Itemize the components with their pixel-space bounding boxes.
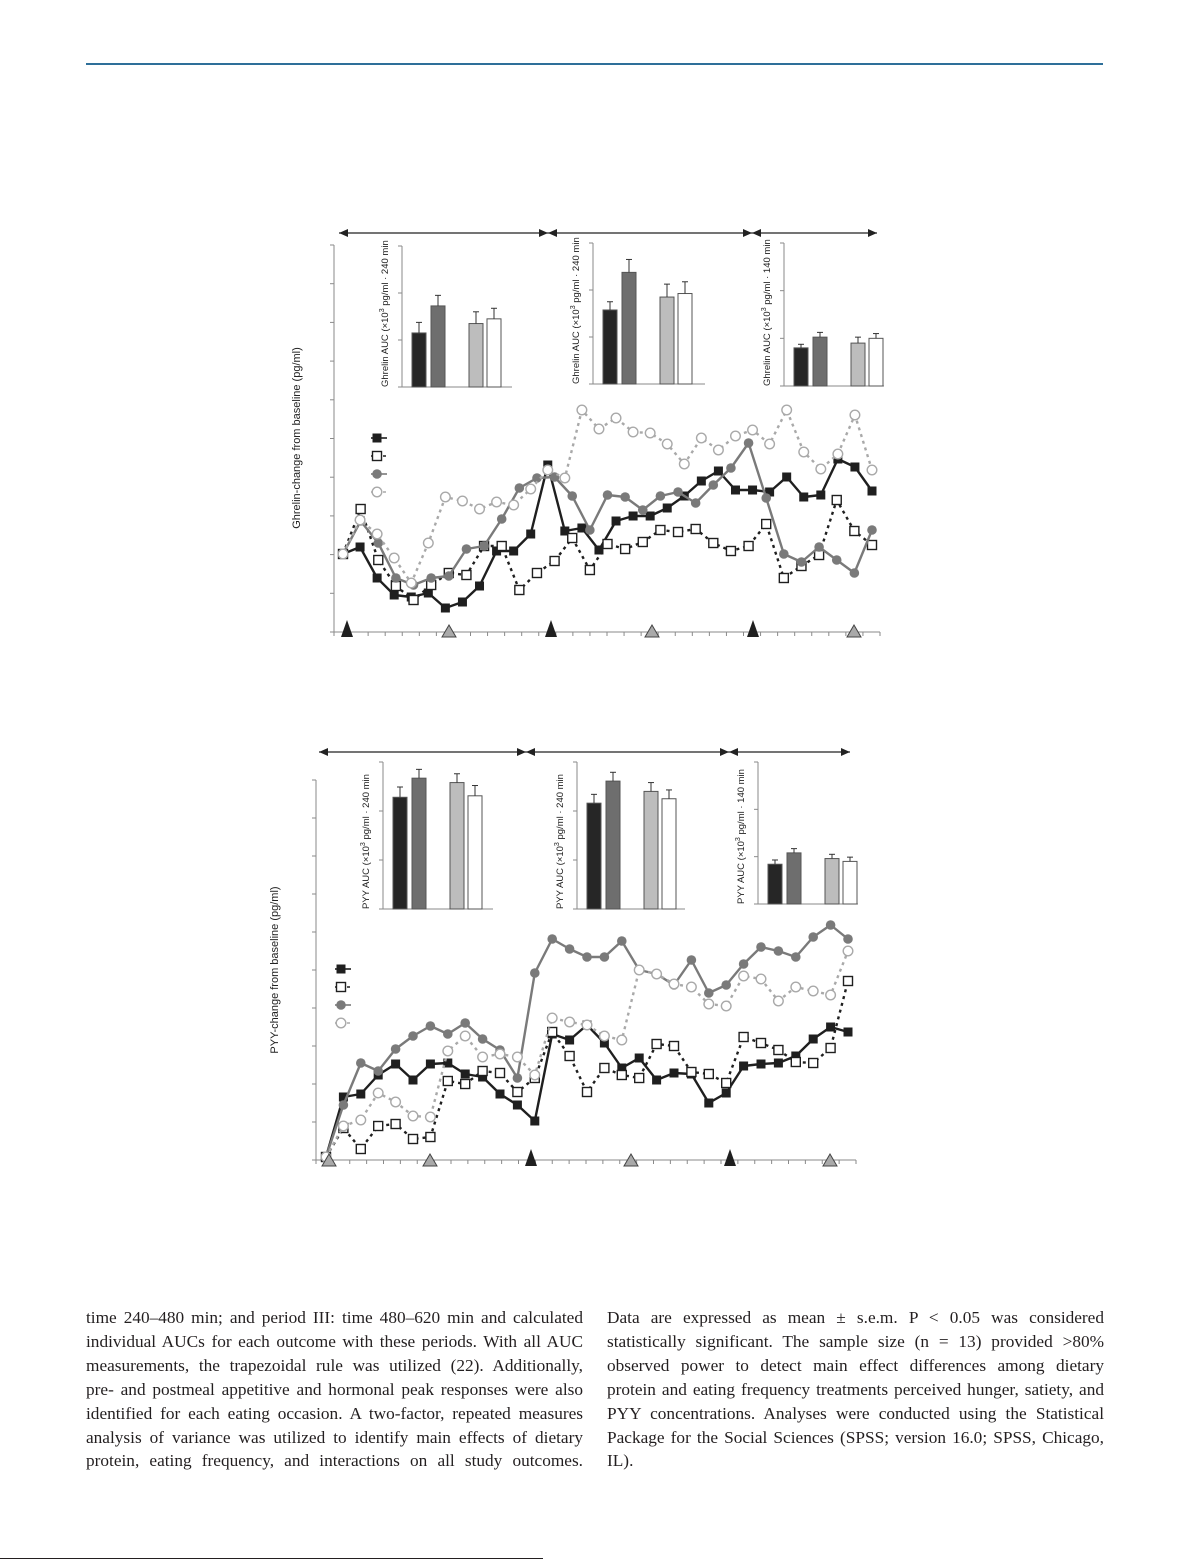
point-marker — [337, 965, 346, 974]
point-marker — [611, 413, 621, 423]
point-marker — [567, 491, 577, 501]
point-marker — [808, 986, 818, 996]
point-marker — [565, 944, 575, 954]
point-marker — [816, 491, 825, 500]
auc-bar — [606, 781, 620, 909]
point-marker — [461, 1080, 470, 1089]
pyy-auc-ylabel: PYY AUC ($\times 10^3$ pg/ml · 240 min — [360, 774, 372, 909]
point-marker — [603, 490, 613, 500]
point-marker — [765, 439, 775, 449]
point-marker — [443, 1029, 453, 1039]
period-arrow-head — [752, 229, 761, 237]
point-marker — [850, 410, 860, 420]
point-marker — [663, 504, 672, 513]
point-marker — [757, 1039, 766, 1048]
point-marker — [577, 524, 586, 533]
point-marker — [826, 990, 836, 1000]
point-marker — [478, 1034, 488, 1044]
point-marker — [373, 452, 382, 461]
point-marker — [844, 1028, 853, 1037]
point-marker — [577, 405, 587, 415]
point-marker — [744, 438, 754, 448]
point-marker — [704, 1099, 713, 1108]
text-column-left — [86, 1306, 583, 1473]
point-marker — [731, 431, 741, 441]
point-marker — [496, 1069, 505, 1078]
point-marker — [691, 498, 701, 508]
period-arrow-head — [841, 748, 850, 756]
point-marker — [495, 1049, 505, 1059]
auc-bar — [813, 337, 827, 386]
point-marker — [356, 505, 365, 514]
point-marker — [496, 1090, 505, 1099]
point-marker — [617, 936, 627, 946]
auc-bar — [787, 853, 801, 904]
point-marker — [826, 1023, 835, 1032]
text-line: observed power to detect main effect differences among dietary — [607, 1355, 1104, 1375]
point-marker — [731, 486, 740, 495]
text-line: PYY concentrations. Analyses were conducted using the Statistical — [607, 1403, 1104, 1423]
point-marker — [582, 952, 592, 962]
point-marker — [492, 497, 502, 507]
point-marker — [526, 530, 535, 539]
footer-rule — [0, 1558, 543, 1559]
point-marker — [809, 1059, 818, 1068]
point-marker — [462, 544, 472, 554]
point-marker — [621, 545, 630, 554]
point-marker — [652, 969, 662, 979]
auc-bar — [469, 324, 483, 387]
point-marker — [662, 439, 672, 449]
point-marker — [674, 528, 683, 537]
series-line — [343, 459, 872, 608]
point-marker — [565, 1052, 574, 1061]
period-arrow-head — [339, 229, 348, 237]
point-marker — [670, 1042, 679, 1051]
point-marker — [560, 473, 570, 483]
point-marker — [568, 534, 577, 543]
point-marker — [850, 527, 859, 536]
point-marker — [704, 1070, 713, 1079]
point-marker — [547, 934, 557, 944]
point-marker — [460, 1031, 470, 1041]
auc-bar — [768, 864, 782, 904]
point-marker — [826, 920, 836, 930]
point-marker — [704, 988, 714, 998]
point-marker — [748, 486, 757, 495]
point-marker — [391, 573, 401, 583]
point-marker — [714, 445, 724, 455]
series-line — [343, 500, 872, 600]
point-marker — [409, 1135, 418, 1144]
point-marker — [799, 447, 809, 457]
auc-bar — [851, 343, 865, 386]
point-marker — [634, 965, 644, 975]
point-marker — [687, 982, 697, 992]
point-marker — [697, 477, 706, 486]
point-marker — [475, 582, 484, 591]
auc-bar — [843, 861, 857, 904]
point-marker — [843, 946, 853, 956]
point-marker — [757, 1060, 766, 1069]
point-marker — [513, 1101, 522, 1110]
point-marker — [444, 571, 454, 581]
point-marker — [782, 473, 791, 482]
point-marker — [721, 1001, 731, 1011]
point-marker — [850, 568, 860, 578]
point-marker — [339, 1121, 349, 1131]
pyy-auc-ylabel: PYY AUC ($\times 10^3$ pg/ml · 140 min — [735, 769, 747, 904]
point-marker — [372, 469, 382, 479]
point-marker — [409, 596, 418, 605]
point-marker — [478, 1052, 488, 1062]
period-arrow-head — [720, 748, 729, 756]
point-marker — [509, 547, 518, 556]
point-marker — [426, 1021, 436, 1031]
point-marker — [460, 1018, 470, 1028]
point-marker — [739, 971, 749, 981]
point-marker — [443, 1077, 452, 1086]
point-marker — [779, 549, 789, 559]
point-marker — [714, 467, 723, 476]
point-marker — [791, 952, 801, 962]
point-marker — [774, 996, 784, 1006]
point-marker — [547, 1013, 557, 1023]
meal-marker-dark — [724, 1149, 736, 1166]
point-marker — [565, 1036, 574, 1045]
auc-bar — [622, 272, 636, 384]
point-marker — [652, 1040, 661, 1049]
point-marker — [530, 1117, 539, 1126]
auc-bar — [450, 783, 464, 909]
ghrelin-ylabel: Ghrelin-change from baseline (pg/ml) — [291, 347, 303, 529]
point-marker — [844, 977, 853, 986]
point-marker — [617, 1071, 626, 1080]
point-marker — [832, 555, 842, 565]
point-marker — [509, 500, 519, 510]
point-marker — [513, 1052, 523, 1062]
point-marker — [843, 934, 853, 944]
point-marker — [391, 1044, 401, 1054]
point-marker — [635, 1074, 644, 1083]
point-marker — [791, 982, 801, 992]
point-marker — [355, 515, 365, 525]
point-marker — [372, 529, 382, 539]
point-marker — [629, 512, 638, 521]
point-marker — [441, 604, 450, 613]
point-marker — [338, 549, 348, 559]
pyy-auc-ylabel: PYY AUC ($\times 10^3$ pg/ml · 240 min — [554, 774, 566, 909]
point-marker — [697, 433, 707, 443]
point-marker — [638, 505, 648, 515]
point-marker — [475, 504, 485, 514]
point-marker — [543, 465, 553, 475]
point-marker — [408, 1111, 418, 1121]
point-marker — [336, 1018, 346, 1028]
point-marker — [679, 459, 689, 469]
point-marker — [756, 974, 766, 984]
point-marker — [814, 542, 824, 552]
point-marker — [761, 493, 771, 503]
auc-bar — [869, 338, 883, 386]
point-marker — [645, 428, 655, 438]
auc-bar — [393, 797, 407, 909]
point-marker — [373, 1066, 383, 1076]
point-marker — [704, 999, 714, 1009]
point-marker — [673, 487, 683, 497]
period-arrow-head — [539, 229, 548, 237]
point-marker — [356, 1145, 365, 1154]
point-marker — [799, 493, 808, 502]
point-marker — [867, 465, 877, 475]
meal-marker-light — [847, 625, 861, 637]
point-marker — [600, 1031, 610, 1041]
point-marker — [868, 487, 877, 496]
point-marker — [739, 959, 749, 969]
series-line — [343, 443, 872, 585]
point-marker — [391, 1097, 401, 1107]
point-marker — [722, 1079, 731, 1088]
text-line: protein, eating frequency, and interactions on all study outcomes. — [86, 1451, 583, 1471]
point-marker — [389, 553, 399, 563]
meal-marker-light — [645, 625, 659, 637]
text-line: protein and eating frequency treatments perceived hunger, satiety, and — [607, 1379, 1104, 1399]
point-marker — [656, 491, 666, 501]
point-marker — [594, 424, 604, 434]
period-arrow-head — [319, 748, 328, 756]
point-marker — [868, 541, 877, 550]
point-marker — [833, 449, 843, 459]
text-line: analysis of variance was utilized to identify main effects of dietary — [86, 1427, 583, 1447]
point-marker — [815, 551, 824, 560]
auc-bar — [412, 333, 426, 387]
point-marker — [391, 582, 400, 591]
point-marker — [826, 1044, 835, 1053]
point-marker — [515, 483, 525, 493]
point-marker — [337, 983, 346, 992]
point-marker — [687, 955, 697, 965]
point-marker — [582, 1020, 592, 1030]
point-marker — [635, 1054, 644, 1063]
point-marker — [373, 574, 382, 583]
point-marker — [809, 1035, 818, 1044]
point-marker — [774, 946, 784, 956]
point-marker — [515, 586, 524, 595]
point-marker — [424, 538, 434, 548]
point-marker — [687, 1068, 696, 1077]
text-line: statistically significant. The sample size (n = 13) provided >80% — [607, 1331, 1104, 1351]
point-marker — [426, 1133, 435, 1142]
period-arrow-head — [526, 748, 535, 756]
auc-bar — [431, 306, 445, 387]
point-marker — [443, 1046, 453, 1056]
point-marker — [339, 1100, 349, 1110]
point-marker — [585, 566, 594, 575]
point-marker — [726, 547, 735, 556]
point-marker — [656, 526, 665, 535]
point-marker — [390, 591, 399, 600]
meal-marker-dark — [747, 620, 759, 637]
period-arrow-head — [517, 748, 526, 756]
point-marker — [458, 496, 468, 506]
point-marker — [721, 980, 731, 990]
point-marker — [638, 538, 647, 547]
point-marker — [628, 427, 638, 437]
ghrelin-auc-ylabel: Ghrelin AUC ($\times 10^3$ pg/ml · 240 min — [570, 237, 582, 384]
text-line: identified for each eating occasion. A two-factor, repeated measures — [86, 1403, 583, 1423]
point-marker — [722, 1089, 731, 1098]
point-marker — [748, 425, 758, 435]
series-line — [326, 981, 848, 1157]
text-column-right — [607, 1306, 1104, 1473]
auc-bar — [794, 348, 808, 386]
point-marker — [409, 1076, 418, 1085]
point-marker — [797, 557, 807, 567]
auc-bar — [587, 803, 601, 909]
point-marker — [441, 492, 451, 502]
auc-bar — [660, 297, 674, 384]
auc-bar — [825, 859, 839, 904]
point-marker — [458, 598, 467, 607]
point-marker — [774, 1046, 783, 1055]
point-marker — [762, 520, 771, 529]
point-marker — [565, 1017, 575, 1027]
auc-bar — [487, 319, 501, 387]
period-arrow-head — [743, 229, 752, 237]
point-marker — [832, 496, 841, 505]
point-marker — [585, 525, 595, 535]
auc-bar — [678, 294, 692, 384]
point-marker — [391, 1060, 400, 1069]
point-marker — [600, 1064, 609, 1073]
ghrelin-auc-ylabel: Ghrelin AUC ($\times 10^3$ pg/ml · 140 min — [761, 239, 773, 386]
point-marker — [603, 540, 612, 549]
point-marker — [462, 571, 471, 580]
point-marker — [739, 1033, 748, 1042]
point-marker — [513, 1088, 522, 1097]
ghrelin-auc-ylabel: Ghrelin AUC ($\times 10^3$ pg/ml · 240 min — [379, 240, 391, 387]
point-marker — [526, 484, 536, 494]
point-marker — [530, 968, 540, 978]
point-marker — [461, 1070, 470, 1079]
point-marker — [374, 1122, 383, 1131]
point-marker — [406, 578, 416, 588]
point-marker — [774, 1059, 783, 1068]
point-marker — [612, 517, 621, 526]
period-arrow-head — [729, 748, 738, 756]
point-marker — [513, 1073, 523, 1083]
point-marker — [356, 1115, 366, 1125]
period-arrow-head — [868, 229, 877, 237]
auc-bar — [468, 796, 482, 909]
point-marker — [850, 463, 859, 472]
text-line: pre- and postmeal appetitive and hormonal peak responses were also — [86, 1379, 583, 1399]
point-marker — [356, 543, 365, 552]
point-marker — [391, 1120, 400, 1129]
meal-marker-dark — [545, 620, 557, 637]
point-marker — [479, 541, 489, 551]
point-marker — [739, 1062, 748, 1071]
point-marker — [373, 538, 383, 548]
point-marker — [670, 1069, 679, 1078]
meal-marker-dark — [525, 1149, 537, 1166]
point-marker — [356, 1090, 365, 1099]
point-marker — [620, 492, 630, 502]
point-marker — [426, 573, 436, 583]
point-marker — [372, 487, 382, 497]
point-marker — [426, 1112, 436, 1122]
point-marker — [709, 539, 718, 548]
point-marker — [408, 1031, 418, 1041]
point-marker — [426, 1060, 435, 1069]
point-marker — [652, 1076, 661, 1085]
point-marker — [336, 1000, 346, 1010]
auc-bar — [662, 799, 676, 909]
point-marker — [808, 932, 818, 942]
period-arrow-head — [548, 229, 557, 237]
point-marker — [756, 942, 766, 952]
series-line — [326, 951, 848, 1157]
point-marker — [691, 525, 700, 534]
text-line: measurements, the trapezoidal rule was utilized (22). Additionally, — [86, 1355, 583, 1375]
auc-bar — [603, 310, 617, 384]
text-line: individual AUCs for each outcome with these periods. With all AUC — [86, 1331, 583, 1351]
point-marker — [867, 525, 877, 535]
point-marker — [779, 574, 788, 583]
point-marker — [532, 569, 541, 578]
point-marker — [744, 542, 753, 551]
point-marker — [478, 1067, 487, 1076]
point-marker — [373, 1088, 383, 1098]
point-marker — [374, 556, 383, 565]
point-marker — [600, 952, 610, 962]
point-marker — [373, 434, 382, 443]
point-marker — [550, 557, 559, 566]
point-marker — [497, 514, 507, 524]
point-marker — [709, 480, 719, 490]
meal-marker-light — [442, 625, 456, 637]
text-line: time 240–480 min; and period III: time 480–620 min and calculated — [86, 1308, 583, 1327]
point-marker — [497, 542, 506, 551]
point-marker — [669, 979, 679, 989]
point-marker — [816, 464, 826, 474]
point-marker — [583, 1088, 592, 1097]
text-line: Data are expressed as mean ± s.e.m. P < 0.05 was considered — [607, 1308, 1104, 1327]
auc-bar — [412, 778, 426, 909]
point-marker — [530, 1070, 540, 1080]
point-marker — [782, 405, 792, 415]
pyy-ylabel: PYY-change from baseline (pg/ml) — [269, 886, 281, 1054]
auc-bar — [644, 791, 658, 909]
point-marker — [726, 463, 736, 473]
point-marker — [356, 1058, 366, 1068]
meal-marker-dark — [341, 620, 353, 637]
point-marker — [791, 1058, 800, 1067]
text-line: Package for the Social Sciences (SPSS; version 16.0; SPSS, Chicago, IL). — [607, 1427, 1104, 1471]
point-marker — [617, 1035, 627, 1045]
point-marker — [646, 512, 655, 521]
